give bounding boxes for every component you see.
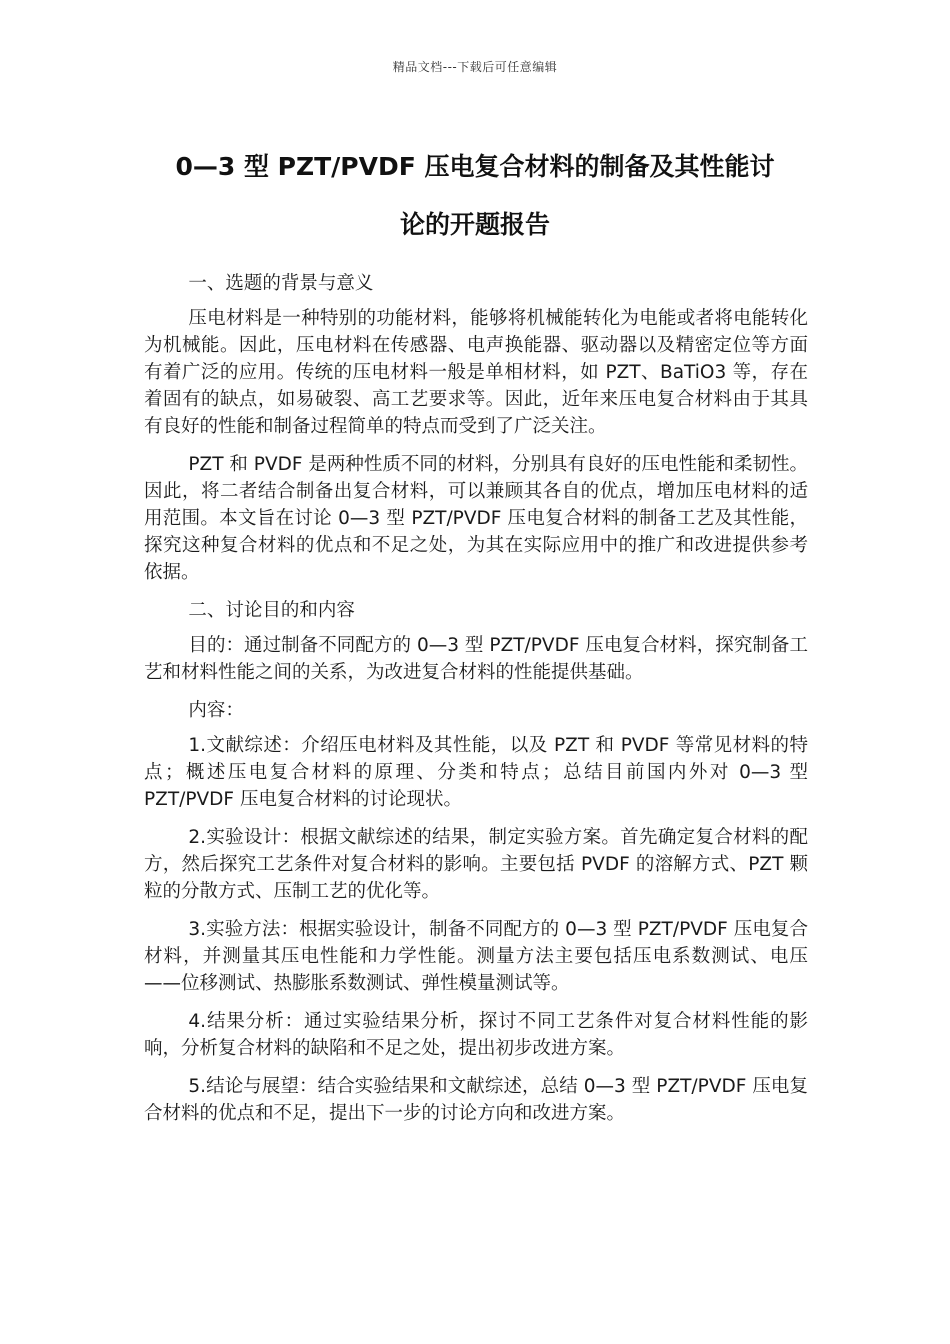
purpose-paragraph: 目的：通过制备不同配方的 0—3 型 PZT/PVDF 压电复合材料，探究制备工艺和材料性能之间的关系，为改进复合材料的性能提供基础。: [144, 635, 808, 683]
title-line-1: 0—3 型 PZT/PVDF 压电复合材料的制备及其性能讨: [175, 152, 775, 181]
background-paragraph-1: 压电材料是一种特别的功能材料，能够将机械能转化为电能或者将电能转化为机械能。因此，压电材料在传感器、电声换能器、驱动器以及精密定位等方面有着广泛的应用。传统的压电材料一般是单相材料，如 PZT、BaTiO3 等，存在着固有的缺点，如易破裂、高工艺要求等。因此，近年来压电复合材料由于其具有良好的性能和制备过程简单的特点而受到了广泛关注。: [144, 308, 808, 437]
page-header: 精品文档---下载后可任意编辑: [392, 60, 558, 74]
section-1-heading: 一、选题的背景与意义: [188, 273, 374, 294]
content-item-3: 3.实验方法：根据实验设计，制备不同配方的 0—3 型 PZT/PVDF 压电复合材料，并测量其压电性能和力学性能。测量方法主要包括压电系数测试、电压——位移测试、热膨胀系数测试、弹性模量测试等。: [144, 919, 808, 994]
content-item-2: 2.实验设计：根据文献综述的结果，制定实验方案。首先确定复合材料的配方，然后探究工艺条件对复合材料的影响。主要包括 PVDF 的溶解方式、PZT 颗粒的分散方式、压制工艺的优化等。: [144, 827, 808, 902]
title-line-2: 论的开题报告: [399, 210, 550, 239]
document-title: [130, 138, 820, 254]
content-label: 内容：: [188, 700, 244, 721]
background-paragraph-2: PZT 和 PVDF 是两种性质不同的材料，分别具有良好的压电性能和柔韧性。因此，将二者结合制备出复合材料，可以兼顾其各自的优点，增加压电材料的适用范围。本文旨在讨论 0—3 型 PZT/PVDF 压电复合材料的制备工艺及其性能，探究这种复合材料的优点和不足之处，为其在实际应用中的推广和改进提供参考依据。: [144, 454, 808, 583]
content-item-1: 1.文献综述：介绍压电材料及其性能，以及 PZT 和 PVDF 等常见材料的特点；概述压电复合材料的原理、分类和特点；总结目前国内外对 0—3 型 PZT/PVDF 压电复合材料的讨论现状。: [144, 735, 808, 810]
content-item-5: 5.结论与展望：结合实验结果和文献综述，总结 0—3 型 PZT/PVDF 压电复合材料的优点和不足，提出下一步的讨论方向和改进方案。: [144, 1076, 808, 1124]
content-item-4: 4.结果分析：通过实验结果分析，探讨不同工艺条件对复合材料性能的影响，分析复合材料的缺陷和不足之处，提出初步改进方案。: [144, 1011, 808, 1059]
document-body: [144, 270, 808, 1138]
section-2-heading: 二、讨论目的和内容: [188, 600, 355, 621]
